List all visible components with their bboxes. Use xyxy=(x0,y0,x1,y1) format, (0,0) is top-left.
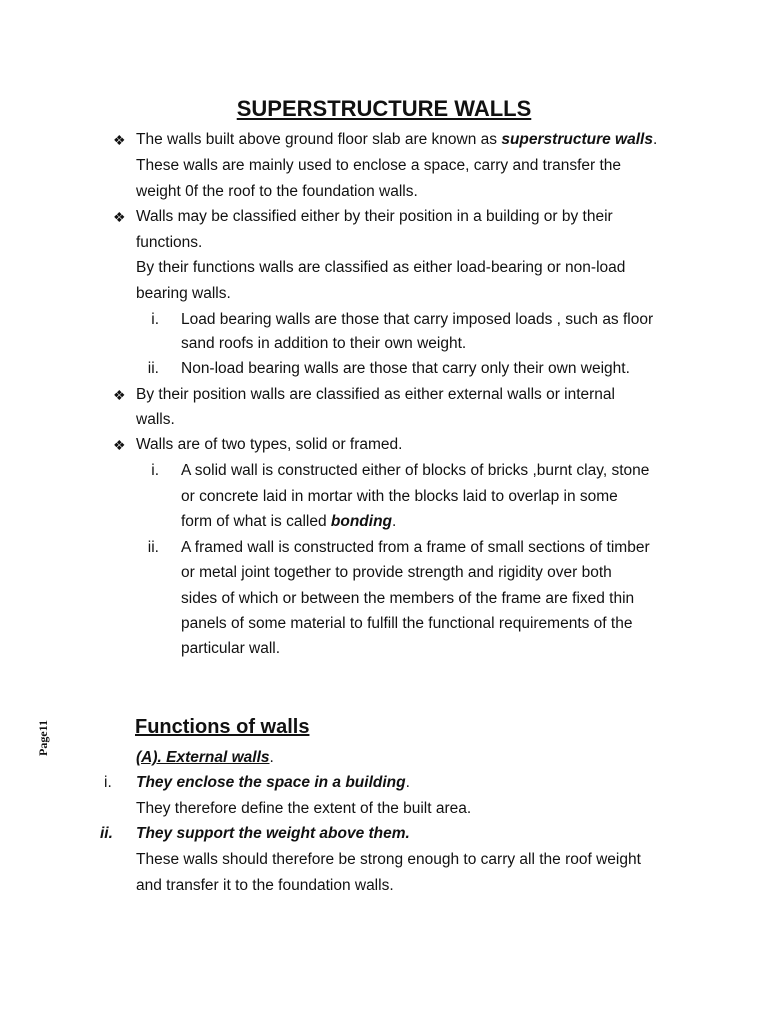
bullet-icon: ❖ xyxy=(113,387,126,403)
para4-item2-line4: panels of some material to fulfill the functional requirements of the xyxy=(181,615,633,632)
para4-item2-line1: A framed wall is constructed from a frame of small sections of timber xyxy=(181,539,650,556)
section-heading: Functions of walls xyxy=(135,716,310,738)
subsection-heading xyxy=(136,748,274,768)
para4-line1: Walls are of two types, solid or framed. xyxy=(136,436,403,453)
function1-period: . xyxy=(405,774,410,791)
bullet-icon: ❖ xyxy=(113,132,126,148)
list-number: ii. xyxy=(147,539,159,556)
function1-line1 xyxy=(136,773,410,793)
para4-item2-line3: sides of which or between the members of the frame are fixed thin xyxy=(181,590,635,607)
para3-line1: By their position walls are classified as either external walls or internal xyxy=(136,386,615,403)
para1-period: . xyxy=(652,131,658,148)
para1-line3: weight 0f the roof to the foundation walls. xyxy=(136,183,418,200)
para1-text: The walls built above ground floor slab are known as xyxy=(136,131,502,148)
para4-item1-line3 xyxy=(181,512,396,532)
para2-item1-line2: sand roofs in addition to their own weight. xyxy=(181,335,467,352)
function1-line2: They therefore define the extent of the built area. xyxy=(136,800,472,817)
bullet-icon: ❖ xyxy=(113,437,126,453)
para1-line2: These walls are mainly used to enclose a space, carry and transfer the xyxy=(136,157,622,174)
para1-line1 xyxy=(136,130,657,150)
para4-item1-text: form of what is called xyxy=(181,513,331,530)
function2-line1: They support the weight above them. xyxy=(136,825,410,842)
function1-bold: They enclose the space in a building xyxy=(136,774,406,791)
list-number: ii. xyxy=(100,825,113,842)
para2-line1: Walls may be classified either by their position in a building or by their xyxy=(136,208,613,225)
para4-item2-line5: particular wall. xyxy=(181,640,281,657)
para2-line3: By their functions walls are classified as either load-bearing or non-load xyxy=(136,259,626,276)
list-number: i. xyxy=(104,774,112,791)
para4-item1-period: . xyxy=(392,513,397,530)
function2-line2: These walls should therefore be strong enough to carry all the roof weight xyxy=(136,851,641,868)
function2-line3: and transfer it to the foundation walls. xyxy=(136,877,394,894)
subsection-period: . xyxy=(269,749,274,766)
list-number: ii. xyxy=(147,360,159,377)
para4-item1-line2: or concrete laid in mortar with the blocks laid to overlap in some xyxy=(181,488,618,505)
bullet-icon: ❖ xyxy=(113,209,126,225)
para1-emphasis: superstructure walls xyxy=(501,131,653,148)
bonding-emphasis: bonding xyxy=(330,513,393,530)
para4-item1-line1: A solid wall is constructed either of blocks of bricks ,burnt clay, stone xyxy=(181,462,650,479)
subsection-label: (A). External walls xyxy=(136,749,270,766)
para3-line2: walls. xyxy=(136,411,175,428)
page-number-label: Page11 xyxy=(36,720,50,756)
para2-line4: bearing walls. xyxy=(136,285,231,302)
para2-item1-line1: Load bearing walls are those that carry imposed loads , such as floor xyxy=(181,311,654,328)
list-number: i. xyxy=(151,311,159,328)
para2-item2-line1: Non-load bearing walls are those that carry only their own weight. xyxy=(181,360,630,377)
page-title: SUPERSTRUCTURE WALLS xyxy=(236,96,532,121)
para2-line2: functions. xyxy=(136,234,203,251)
list-number: i. xyxy=(151,462,159,479)
para4-item2-line2: or metal joint together to provide strength and rigidity over both xyxy=(181,564,612,581)
